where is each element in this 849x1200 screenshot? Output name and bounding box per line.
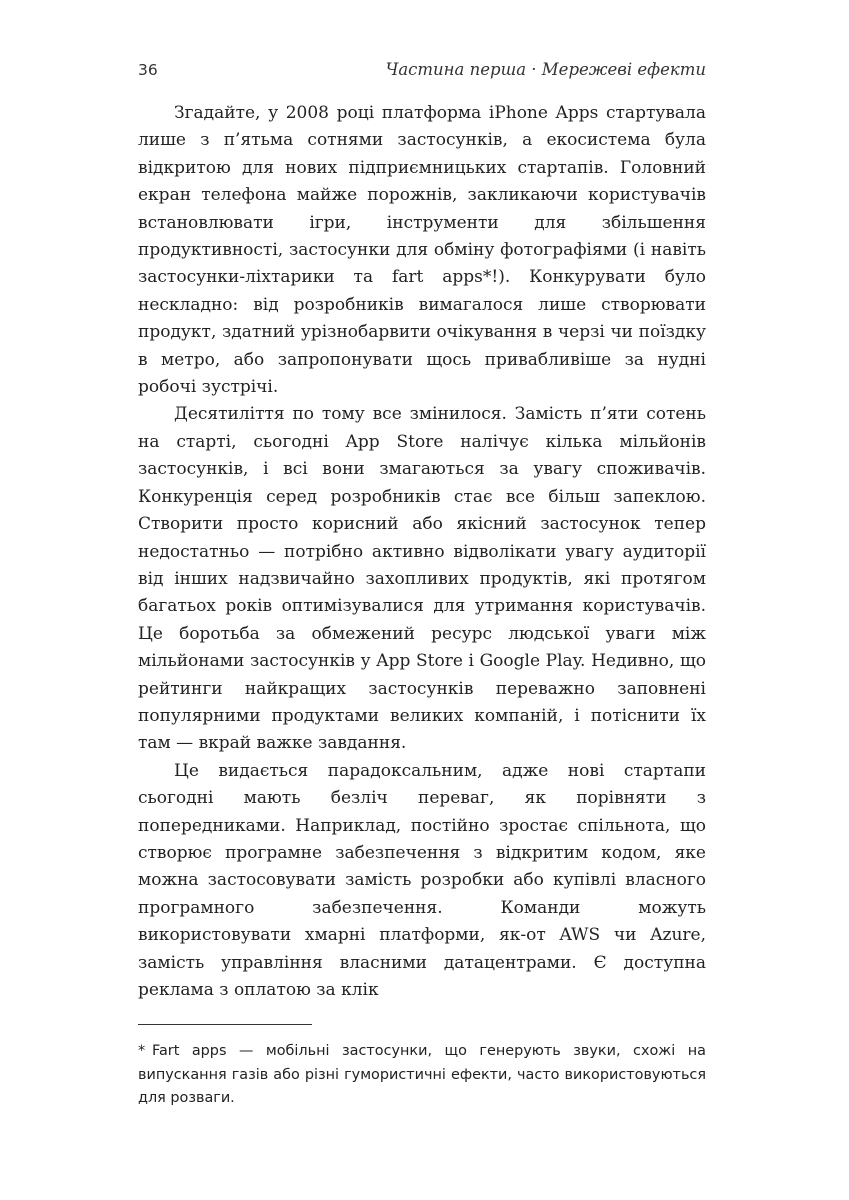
body-text — [138, 100, 706, 1004]
footnote-marker: * — [138, 1043, 146, 1059]
page-number: 36 — [138, 61, 158, 79]
footnote-divider — [138, 1024, 312, 1025]
running-head: Частина перша · Мережеві ефекти — [385, 60, 706, 79]
paragraph: Десятиліття по тому все змінилося. Замість п’яти сотень на старті, сьогодні App Store налічує кілька мільйонів застосунків, і всі вони змагаються за увагу споживачів. Конкуренція серед розробників стає все більш запеклою. Створити просто корисний або якісний застосунок тепер недостатньо — потрібно активно відволікати увагу аудиторії від інших надзвичайно захопливих продуктів, які протягом багатьох років оптимізувалися для утримання користувачів. Це боротьба за обмежений ресурс людської уваги між мільйонами застосунків у App Store і Google Play. Недивно, що рейтинги найкращих застосунків переважно заповнені популярними продуктами великих компаній, і потіснити їх там — вкрай важке завдання. — [138, 404, 706, 754]
footnote — [138, 1040, 706, 1111]
paragraph: Згадайте, у 2008 році платформа iPhone Apps стартувала лише з п’ятьма сотнями застосунків, а екосистема була відкритою для нових підприємницьких стартапів. Головний екран телефона майже порожнів, закликаючи користувачів встановлювати ігри, інструменти для збільшення продуктивності, застосунки для обміну фотографіями (і навіть застосунки-ліхтарики та fart apps*!). Конкурувати було нескладно: від розробників вимагалося лише створювати продукт, здатний урізнобарвити очікування в черзі чи поїздку в метро, або запропонувати щось привабливіше за нудні робочі зустрічі. — [138, 103, 706, 398]
paragraph: Це видається парадоксальним, адже нові стартапи сьогодні мають безліч переваг, як порівняти з попередниками. Наприклад, постійно зростає спільнота, що створює програмне забезпечення з відкритим кодом, яке можна застосовувати замість розробки або купівлі власного програмного забезпечення. Команди можуть використовувати хмарні платформи, як-от AWS чи Azure, замість управління власними датацентрами. Є доступна реклама з оплатою за клік — [138, 760, 706, 1000]
page-header — [138, 60, 706, 90]
footnote-text: Fart apps — мобільні застосунки, що генерують звуки, схожі на випускання газів або різні гумористичні ефекти, часто використовуються для розваги. — [138, 1043, 706, 1106]
